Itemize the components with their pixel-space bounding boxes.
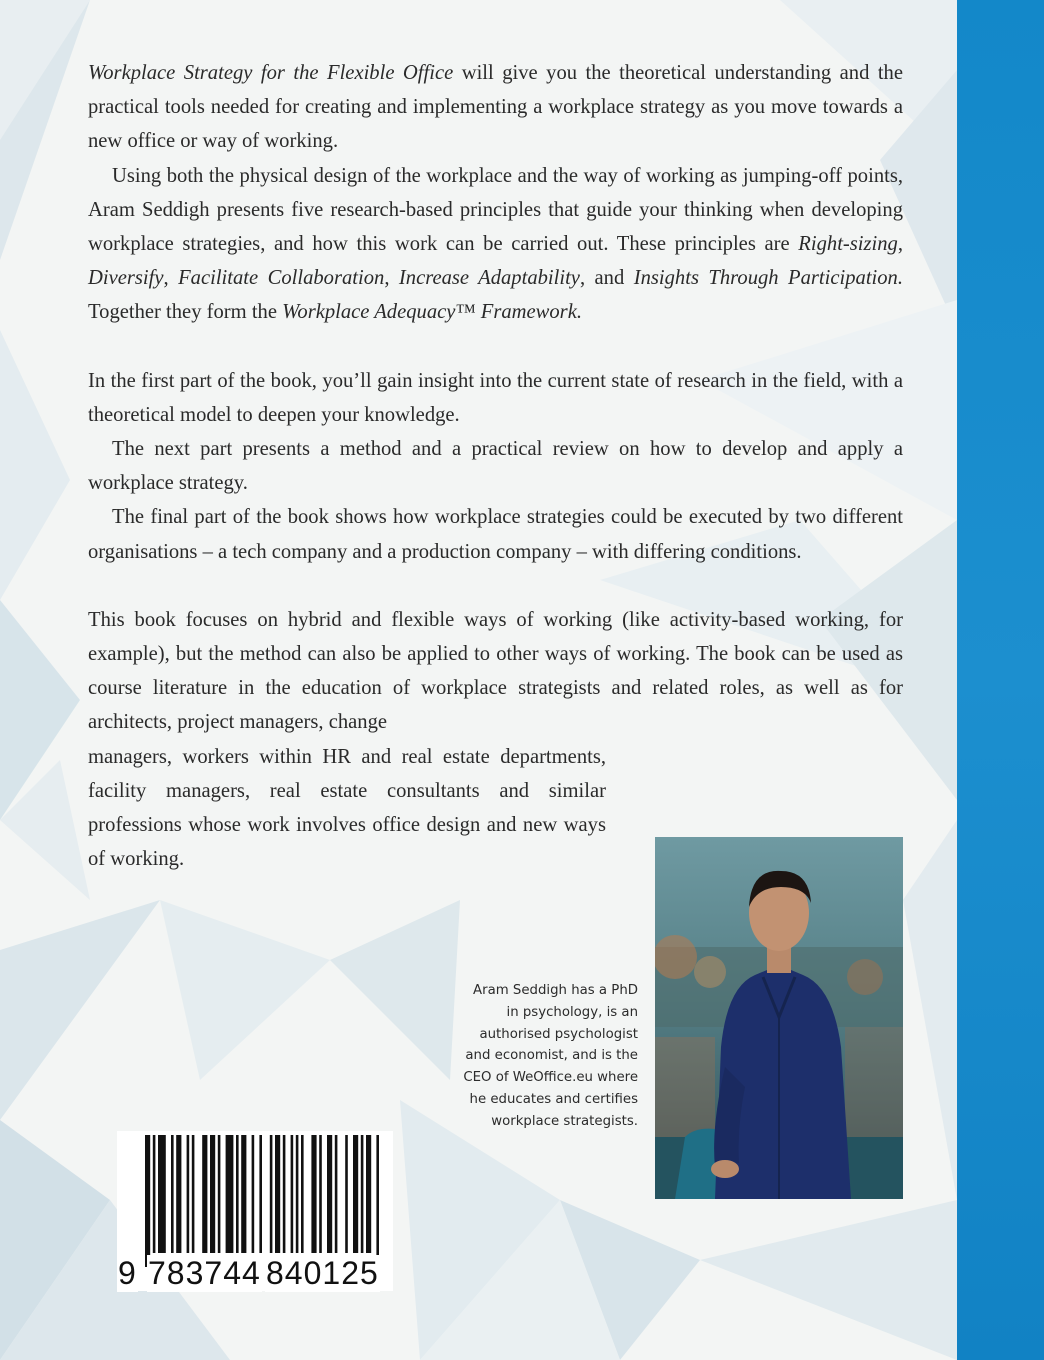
back-cover-blurb: [88, 56, 903, 876]
barcode-bar: [296, 1135, 299, 1253]
barcode-bar: [187, 1135, 190, 1253]
barcode-bar: [311, 1135, 316, 1253]
barcode-bar: [236, 1135, 239, 1253]
principle-5: Insights Through Participation.: [633, 267, 904, 290]
barcode-bar: [202, 1135, 207, 1253]
isbn-left-group: 783744: [148, 1255, 261, 1291]
barcode-bar: [291, 1135, 294, 1253]
part-three-paragraph: The final part of the book shows how workplace strategies could be executed by two different organisations – a tech company and a production company – with differing conditions.: [88, 506, 903, 563]
barcode-bar: [226, 1135, 234, 1253]
barcode-bar: [241, 1135, 246, 1253]
principle-4: Increase Adaptability: [398, 267, 580, 290]
barcode-bar: [176, 1135, 181, 1253]
barcode-bar: [145, 1135, 150, 1267]
barcode-bar: [353, 1135, 358, 1253]
barcode-bar: [345, 1135, 348, 1253]
barcode-bar: [158, 1135, 166, 1253]
book-title-inline: Workplace Strategy for the Flexible Office: [88, 62, 454, 84]
isbn-first-digit: 9: [118, 1255, 137, 1291]
barcode-bar: [319, 1135, 322, 1253]
intro-paragraph: Workplace Strategy for the Flexible Office will give you the theoretical understanding and the practical tools needed for creating and implementing a workplace strategy as you move towards a new office or way of working.: [88, 62, 903, 153]
barcode-bar: [327, 1135, 332, 1253]
barcode-bar: [366, 1135, 371, 1253]
barcode-bar: [301, 1135, 304, 1253]
barcode-bar: [171, 1135, 174, 1253]
principles-paragraph: Using both the physical design of the workplace and the way of working as jumping-off points, Aram Seddigh presents five research-based principles that guide your thinking when developing workplace strategies, and how this work can be carried out. These principles are Right-sizing, Diversify, Facilitate Collaboration, Increase Adaptability, and Insights Through Participation. Together they form the Workplace Adequacy™ Framework.: [88, 164, 904, 324]
barcode-bar: [218, 1135, 221, 1253]
audience-paragraph-continued: managers, workers within HR and real estate departments, facility managers, real estate consultants and similar professions whose work involves office design and new ways of working.: [88, 745, 606, 871]
framework-name: Workplace Adequacy™ Framework.: [282, 301, 582, 324]
book-spine-edge: [957, 0, 1044, 1360]
barcode-bar: [270, 1135, 273, 1253]
barcode-bar: [335, 1135, 338, 1253]
author-caption: Aram Seddigh has a PhD in psychology, is an authorised psychologist and economist, and is the CEO of WeOffice.eu where he educates and certifies workplace strategists.: [463, 983, 638, 1129]
isbn-right-group: 840125: [266, 1255, 379, 1291]
barcode-bar: [376, 1135, 379, 1267]
author-photo: [655, 837, 903, 1199]
part-two-paragraph: The next part presents a method and a practical review on how to develop and apply a workplace strategy.: [88, 438, 903, 495]
barcode-bar: [153, 1135, 156, 1253]
barcode-bar: [275, 1135, 280, 1253]
audience-paragraph: This book focuses on hybrid and flexible ways of working (like activity-based working, for example), but the method can also be applied to other ways of working. The book can be used as course literature in the education of workplace strategists and related roles, as well as for architects, project managers, change: [88, 608, 903, 734]
barcode-bar: [361, 1135, 364, 1253]
barcode-bar: [192, 1135, 195, 1253]
principle-2: Diversify: [88, 267, 164, 290]
barcode-bar: [210, 1135, 215, 1253]
barcode-bar: [283, 1135, 286, 1253]
principle-3: Facilitate Collaboration: [178, 267, 385, 290]
barcode-bar: [259, 1135, 262, 1253]
part-one-paragraph: In the first part of the book, you’ll gain insight into the current state of research in the field, with a theoretical model to deepen your knowledge.: [88, 369, 903, 426]
barcode-bar: [252, 1135, 255, 1253]
principle-1: Right-sizing: [798, 233, 898, 256]
